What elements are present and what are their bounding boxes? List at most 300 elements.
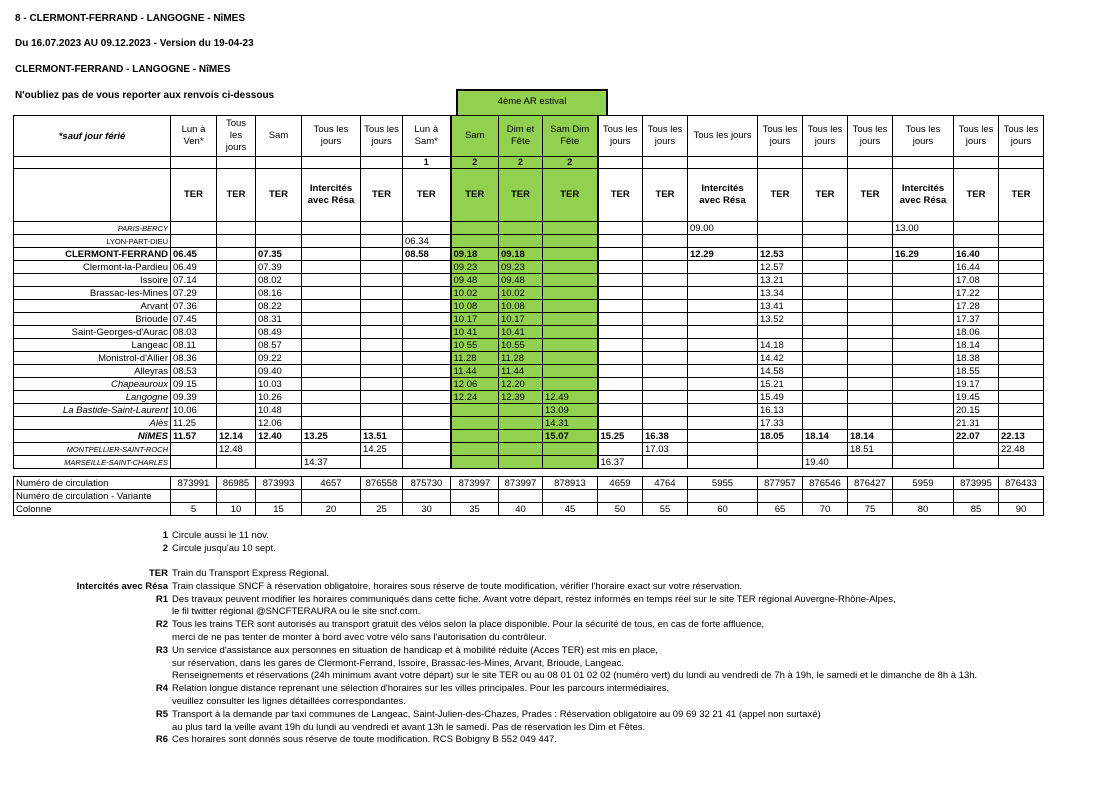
departure-time: 08.49 (256, 326, 302, 339)
departure-time (403, 365, 451, 378)
renvoi-key: R4 (155, 683, 168, 695)
departure-time (451, 222, 499, 235)
departure-time (688, 274, 758, 287)
station-name: PARIS-BERCY (14, 222, 171, 235)
circulation-value: 86985 (217, 477, 256, 490)
departure-time (302, 235, 361, 248)
departure-time (302, 404, 361, 417)
departure-time (499, 235, 543, 248)
column-note (171, 157, 217, 169)
departure-time (171, 456, 217, 469)
departure-time: 13.09 (543, 404, 598, 417)
station-name: Alès (14, 417, 171, 430)
departure-time (217, 287, 256, 300)
departure-time (499, 443, 543, 456)
circulation-value: 873991 (171, 477, 217, 490)
departure-time (217, 222, 256, 235)
station-row (14, 248, 1044, 261)
departure-time (803, 261, 848, 274)
departure-time: 13.34 (758, 287, 803, 300)
departure-time: 10.55 (451, 339, 499, 352)
circulation-value: 876546 (803, 477, 848, 490)
column-note (361, 157, 403, 169)
departure-time: 15.07 (543, 430, 598, 443)
circulation-value (499, 490, 543, 503)
station-name: LYON-PART-DIEU (14, 235, 171, 248)
departure-time (643, 339, 688, 352)
departure-time (403, 274, 451, 287)
departure-time (302, 300, 361, 313)
departure-time: 08.31 (256, 313, 302, 326)
departure-time (361, 365, 403, 378)
column-note (803, 157, 848, 169)
circulation-value (256, 490, 302, 503)
circulation-value: 55 (643, 503, 688, 516)
departure-time (643, 391, 688, 404)
renvoi-text: Train du Transport Express Régional. (172, 568, 330, 579)
departure-time: 07.45 (171, 313, 217, 326)
departure-time (499, 430, 543, 443)
station-name: MONTPELLIER-SAINT-ROCH (14, 443, 171, 456)
departure-time (217, 378, 256, 391)
departure-time (643, 274, 688, 287)
departure-time (803, 222, 848, 235)
column-days: Tous les jours (217, 116, 256, 157)
station-row (14, 430, 1044, 443)
circulation-value: 876433 (999, 477, 1044, 490)
departure-time (643, 287, 688, 300)
departure-time (543, 326, 598, 339)
train-type: TER (643, 169, 688, 222)
departure-time (217, 404, 256, 417)
renvoi-key: R3 (155, 644, 168, 656)
circulation-value: 4657 (302, 477, 361, 490)
departure-time (688, 287, 758, 300)
departure-time (451, 417, 499, 430)
departure-time: 15.21 (758, 378, 803, 391)
column-note (643, 157, 688, 169)
renvoi-text: veuillez consulter les lignes détaillées correspondantes. (172, 696, 406, 707)
circulation-value: 25 (361, 503, 403, 516)
departure-time (403, 339, 451, 352)
renvoi-key: R1 (155, 593, 168, 605)
circulation-value: 5 (171, 503, 217, 516)
departure-time: 13.51 (361, 430, 403, 443)
departure-time: 09.48 (451, 274, 499, 287)
departure-time: 14.18 (758, 339, 803, 352)
departure-time (598, 443, 643, 456)
departure-time: 09.23 (499, 261, 543, 274)
circulation-row (14, 477, 1044, 490)
departure-time: 13.25 (302, 430, 361, 443)
departure-time (302, 339, 361, 352)
circulation-value: 40 (499, 503, 543, 516)
departure-time (688, 378, 758, 391)
departure-time (803, 313, 848, 326)
column-days: Dim et Fête (499, 116, 543, 157)
renvoi-text: Un service d'assistance aux personnes en situation de handicap et à mobilité réduite (Acces TER) est mis en place, (172, 644, 658, 656)
train-type: TER (217, 169, 256, 222)
departure-time (451, 235, 499, 248)
departure-time: 06.34 (403, 235, 451, 248)
departure-time: 19.17 (954, 378, 999, 391)
departure-time: 13.52 (758, 313, 803, 326)
departure-time: 09.22 (256, 352, 302, 365)
column-note (688, 157, 758, 169)
departure-time (361, 222, 403, 235)
departure-time (848, 326, 893, 339)
renvoi-text: Des travaux peuvent modifier les horaires communiqués dans cette fiche. Avant votre départ, restez informés en temps réel sur le site TER régional Auvergne-Rhône-Alpes, (172, 593, 896, 605)
departure-time: 14.31 (543, 417, 598, 430)
departure-time (643, 404, 688, 417)
departure-time: 14.25 (361, 443, 403, 456)
departure-time (217, 261, 256, 274)
station-row (14, 417, 1044, 430)
departure-time (999, 287, 1044, 300)
validity-period: Du 16.07.2023 AU 09.12.2023 - Version du 19-04-23 (15, 38, 254, 49)
departure-time (893, 287, 954, 300)
departure-time: 19.40 (803, 456, 848, 469)
departure-time (803, 352, 848, 365)
departure-time (598, 391, 643, 404)
circulation-value: 875730 (403, 477, 451, 490)
circulation-value: 5955 (688, 477, 758, 490)
departure-time (643, 300, 688, 313)
departure-time: 18.14 (848, 430, 893, 443)
sauf-jour-ferie-note: *sauf jour férié (14, 116, 171, 157)
departure-time: 08.16 (256, 287, 302, 300)
renvoi-text: au plus tard la veille avant 19h du lundi au vendredi et avant 13h le samedi. Pas de réservation les Dim et Fêtes. (172, 721, 646, 733)
departure-time (803, 248, 848, 261)
departure-time (803, 378, 848, 391)
station-row (14, 274, 1044, 287)
departure-time (403, 287, 451, 300)
departure-time: 18.05 (758, 430, 803, 443)
train-type: Intercités avec Résa (302, 169, 361, 222)
station-row (14, 339, 1044, 352)
departure-time (848, 248, 893, 261)
departure-time (361, 417, 403, 430)
departure-time: 17.37 (954, 313, 999, 326)
train-type: Intercités avec Résa (688, 169, 758, 222)
column-days: Tous les jours (803, 116, 848, 157)
train-type: TER (543, 169, 598, 222)
departure-time (688, 404, 758, 417)
departure-time (543, 261, 598, 274)
departure-time (403, 378, 451, 391)
station-row (14, 261, 1044, 274)
departure-time (361, 313, 403, 326)
station-row (14, 443, 1044, 456)
departure-time (848, 352, 893, 365)
departure-time (999, 339, 1044, 352)
departure-time (217, 326, 256, 339)
circulation-value: 90 (999, 503, 1044, 516)
departure-time (643, 365, 688, 378)
departure-time (302, 274, 361, 287)
departure-time (803, 274, 848, 287)
circulation-value: 85 (954, 503, 999, 516)
column-note: 2 (543, 157, 598, 169)
renvoi-text: Ces horaires sont donnés sous réserve de toute modification. RCS Bobigny B 552 049 447. (172, 734, 557, 746)
departure-time (217, 339, 256, 352)
departure-time (803, 417, 848, 430)
departure-time (217, 248, 256, 261)
departure-time (217, 274, 256, 287)
departure-time (361, 274, 403, 287)
departure-time: 15.49 (758, 391, 803, 404)
departure-time (217, 391, 256, 404)
departure-time (543, 365, 598, 378)
departure-time (803, 443, 848, 456)
circulation-value: 10 (217, 503, 256, 516)
station-row (14, 326, 1044, 339)
station-name: Chapeauroux (14, 378, 171, 391)
departure-time (893, 391, 954, 404)
departure-time (999, 248, 1044, 261)
departure-time: 10.17 (499, 313, 543, 326)
departure-time: 12.40 (256, 430, 302, 443)
departure-time (803, 339, 848, 352)
circulation-value: 873993 (256, 477, 302, 490)
circulation-value (688, 490, 758, 503)
departure-time (893, 456, 954, 469)
departure-time (848, 404, 893, 417)
departure-time: 07.39 (256, 261, 302, 274)
renvoi-text: sur réservation, dans les gares de Clermont-Ferrand, Issoire, Brassac-les-Mines, Arvant, Brioude, Langeac. (172, 657, 624, 669)
departure-time (999, 235, 1044, 248)
column-days: Tous les jours (361, 116, 403, 157)
departure-time: 10.02 (499, 287, 543, 300)
departure-time: 10.17 (451, 313, 499, 326)
departure-time (302, 365, 361, 378)
departure-time (688, 391, 758, 404)
departure-time (543, 300, 598, 313)
departure-time: 11.57 (171, 430, 217, 443)
departure-time (598, 352, 643, 365)
departure-time: 07.14 (171, 274, 217, 287)
departure-time (999, 456, 1044, 469)
departure-time (999, 352, 1044, 365)
circulation-value: 80 (893, 503, 954, 516)
departure-time (643, 261, 688, 274)
departure-time (643, 313, 688, 326)
departure-time (543, 248, 598, 261)
departure-time (803, 235, 848, 248)
departure-time: 22.13 (999, 430, 1044, 443)
departure-time (803, 391, 848, 404)
circulation-value (598, 490, 643, 503)
departure-time (302, 443, 361, 456)
departure-time (543, 222, 598, 235)
station-name: Issoire (14, 274, 171, 287)
departure-time (999, 222, 1044, 235)
departure-time (361, 378, 403, 391)
departure-time (403, 404, 451, 417)
departure-time: 21.31 (954, 417, 999, 430)
circulation-value: 4659 (598, 477, 643, 490)
circulation-value: 20 (302, 503, 361, 516)
departure-time: 08.58 (403, 248, 451, 261)
departure-time (217, 365, 256, 378)
departure-time: 14.58 (758, 365, 803, 378)
train-type: TER (803, 169, 848, 222)
departure-time (403, 391, 451, 404)
departure-time (893, 235, 954, 248)
departure-time (171, 235, 217, 248)
departure-time: 12.06 (451, 378, 499, 391)
departure-time: 08.57 (256, 339, 302, 352)
departure-time (499, 222, 543, 235)
departure-time: 10.48 (256, 404, 302, 417)
departure-time: 17.08 (954, 274, 999, 287)
departure-time (688, 300, 758, 313)
departure-time (893, 365, 954, 378)
departure-time: 13.21 (758, 274, 803, 287)
departure-time: 18.14 (954, 339, 999, 352)
departure-time (598, 404, 643, 417)
departure-time: 09.39 (171, 391, 217, 404)
departure-time (598, 274, 643, 287)
departure-time (999, 313, 1044, 326)
departure-time (999, 274, 1044, 287)
station-name: CLERMONT-FERRAND (14, 248, 171, 261)
departure-time (688, 235, 758, 248)
footnote-text: Circule jusqu'au 10 sept. (172, 543, 276, 554)
route-title: CLERMONT-FERRAND - LANGOGNE - NîMES (15, 64, 231, 75)
departure-time: 16.38 (643, 430, 688, 443)
column-note (217, 157, 256, 169)
train-type: TER (403, 169, 451, 222)
departure-time (803, 326, 848, 339)
departure-time (361, 339, 403, 352)
departure-time (361, 456, 403, 469)
departure-time: 09.00 (688, 222, 758, 235)
departure-time: 09.18 (451, 248, 499, 261)
departure-time (688, 352, 758, 365)
station-row (14, 378, 1044, 391)
departure-time: 11.25 (171, 417, 217, 430)
departure-time: 10.26 (256, 391, 302, 404)
departure-time: 17.28 (954, 300, 999, 313)
station-row (14, 300, 1044, 313)
departure-time: 11.44 (451, 365, 499, 378)
departure-time: 10.08 (451, 300, 499, 313)
departure-time (598, 222, 643, 235)
circulation-value: 873997 (499, 477, 543, 490)
departure-time: 17.33 (758, 417, 803, 430)
departure-time (543, 443, 598, 456)
departure-time (688, 456, 758, 469)
train-type: Intercités avec Résa (893, 169, 954, 222)
departure-time (643, 417, 688, 430)
renvoi-key: R2 (155, 619, 168, 631)
departure-time: 16.13 (758, 404, 803, 417)
departure-time (999, 365, 1044, 378)
renvoi-key: R5 (155, 708, 168, 720)
departure-time (302, 261, 361, 274)
train-type: TER (758, 169, 803, 222)
departure-time (217, 300, 256, 313)
departure-time (598, 326, 643, 339)
departure-time (403, 261, 451, 274)
departure-time (598, 378, 643, 391)
departure-time: 07.29 (171, 287, 217, 300)
departure-time (598, 248, 643, 261)
column-note (598, 157, 643, 169)
departure-time: 10.08 (499, 300, 543, 313)
station-name: Brassac-les-Mines (14, 287, 171, 300)
circulation-value: 876558 (361, 477, 403, 490)
circulation-row (14, 490, 1044, 503)
departure-time (758, 222, 803, 235)
column-days: Tous les jours (999, 116, 1044, 157)
train-type: TER (499, 169, 543, 222)
departure-time: 16.29 (893, 248, 954, 261)
departure-time (758, 456, 803, 469)
footnote-key: 1 (162, 530, 168, 541)
train-type: TER (256, 169, 302, 222)
departure-time: 16.40 (954, 248, 999, 261)
station-name: Brioude (14, 313, 171, 326)
departure-time: 20.15 (954, 404, 999, 417)
departure-time: 08.53 (171, 365, 217, 378)
column-note (999, 157, 1044, 169)
column-days: Tous les jours (954, 116, 999, 157)
column-note (954, 157, 999, 169)
departure-time (543, 352, 598, 365)
circulation-value (803, 490, 848, 503)
circulation-value: 50 (598, 503, 643, 516)
departure-time (893, 274, 954, 287)
train-type: TER (451, 169, 499, 222)
departure-time: 13.41 (758, 300, 803, 313)
renvoi-text: Train classique SNCF à réservation obligatoire, horaires sous réserve de toute modification, vérifier l'horaire exact sur votre réservation. (172, 580, 743, 592)
circulation-value (643, 490, 688, 503)
circulation-value: 876427 (848, 477, 893, 490)
departure-time (643, 326, 688, 339)
column-note (302, 157, 361, 169)
circulation-value: 45 (543, 503, 598, 516)
departure-time (302, 313, 361, 326)
departure-time (954, 235, 999, 248)
departure-time (171, 443, 217, 456)
circulation-value (217, 490, 256, 503)
departure-time (403, 417, 451, 430)
departure-time (893, 430, 954, 443)
departure-time (643, 248, 688, 261)
circulation-value (999, 490, 1044, 503)
departure-time (848, 391, 893, 404)
circulation-label: Numéro de circulation - Variante (14, 490, 171, 503)
renvoi-text: merci de ne pas tenter de monter à bord avec votre vélo sans l'autorisation du contrôleur. (172, 632, 547, 643)
departure-time (893, 352, 954, 365)
departure-time: 10.41 (499, 326, 543, 339)
departure-time (403, 352, 451, 365)
station-row (14, 391, 1044, 404)
renvoi-key: TER (149, 568, 168, 579)
departure-time (217, 352, 256, 365)
renvoi-text: le fil twitter régional @SNCFTERAURA ou le site sncf.com. (172, 606, 421, 618)
departure-time (848, 417, 893, 430)
circulation-value: 15 (256, 503, 302, 516)
station-name: MARSEILLE-SAINT-CHARLES (14, 456, 171, 469)
departure-time (361, 326, 403, 339)
train-type: TER (848, 169, 893, 222)
departure-time (848, 365, 893, 378)
station-row (14, 222, 1044, 235)
departure-time: 18.06 (954, 326, 999, 339)
